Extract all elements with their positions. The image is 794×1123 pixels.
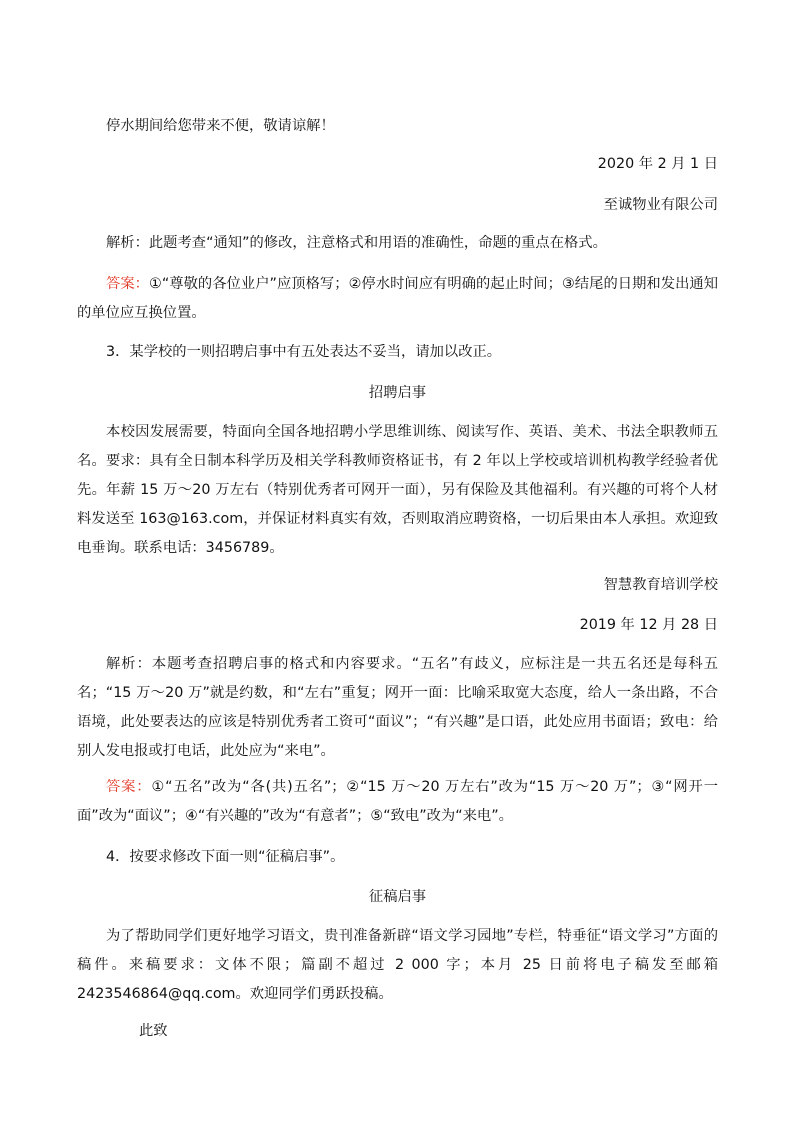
answer-text: ①“五名”改为“各(共)五名”；②“15 万～20 万左右”改为“15 万～20 万”；③“网开一面”改为“面议”；④“有兴趣的”改为“有意者”；⑤“致电”改为“来电”。 — [77, 779, 718, 824]
recruitment-title: 招聘启事 — [368, 385, 427, 401]
question-3-prompt: 3．某学校的一则招聘启事中有五处表达不妥当，请加以改正。 — [106, 344, 502, 360]
recruitment-body: 本校因发展需要，特面向全国各地招聘小学思维训练、阅读写作、英语、美术、书法全职教师五名。要求：具有全日制本科学历及相关学科教师资格证书，有 2 年以上学校或培训机构教学经验者优先。年薪 15 万～20 万左右（特别优秀者可网开一面），另有保险及其他福利。有兴趣的可将个人材料发送至 163@163.com，并保证材料真实有效，否则取消应聘资格，一切后果由本人承担。欢迎致电垂询。联系电话：3456789。 — [77, 424, 718, 556]
notice-apology: 停水期间给您带来不便，敬请谅解！ — [106, 118, 335, 134]
answer-label: 答案： — [106, 276, 149, 292]
call-for-papers-body: 为了帮助同学们更好地学习语文，贵刊准备新辟“语文学习园地”专栏，特垂征“语文学习”方面的稿件。来稿要求：文体不限；篇副不超过 2 000 字；本月 25 日前将电子稿发至邮箱 2423546864@qq.com。欢迎同学们勇跃投稿。 — [77, 928, 718, 1002]
notice-date: 2020 年 2 月 1 日 — [597, 156, 718, 172]
recruitment-answer — [77, 773, 718, 831]
notice-signature: 至诚物业有限公司 — [603, 197, 718, 213]
recruitment-date: 2019 年 12 月 28 日 — [579, 617, 718, 633]
notice-analysis: 解析：此题考查“通知”的修改，注意格式和用语的准确性，命题的重点在格式。 — [106, 235, 607, 251]
call-for-papers-title: 征稿启事 — [368, 889, 427, 905]
notice-answer — [77, 270, 718, 328]
answer-label: 答案： — [106, 779, 152, 795]
recruitment-analysis: 解析：本题考查招聘启事的格式和内容要求。“五名”有歧义，应标注是一共五名还是每科五名；“15 万～20 万”就是约数，和“左右”重复；网开一面：比喻采取宽大态度，给人一条出路，不合语境，此处要表达的应该是特别优秀者工资可“面议”；“有兴趣”是口语，此处应用书面语；致电：给别人发电报或打电话，此处应为“来电”。 — [77, 656, 718, 759]
closing-cizhi: 此致 — [139, 1023, 168, 1039]
recruitment-signature: 智慧教育培训学校 — [603, 577, 718, 593]
question-4-prompt: 4．按要求修改下面一则“征稿启事”。 — [106, 849, 345, 865]
answer-text: ①“尊敬的各位业户”应顶格写；②停水时间应有明确的起止时间；③结尾的日期和发出通知的单位应互换位置。 — [77, 276, 719, 321]
